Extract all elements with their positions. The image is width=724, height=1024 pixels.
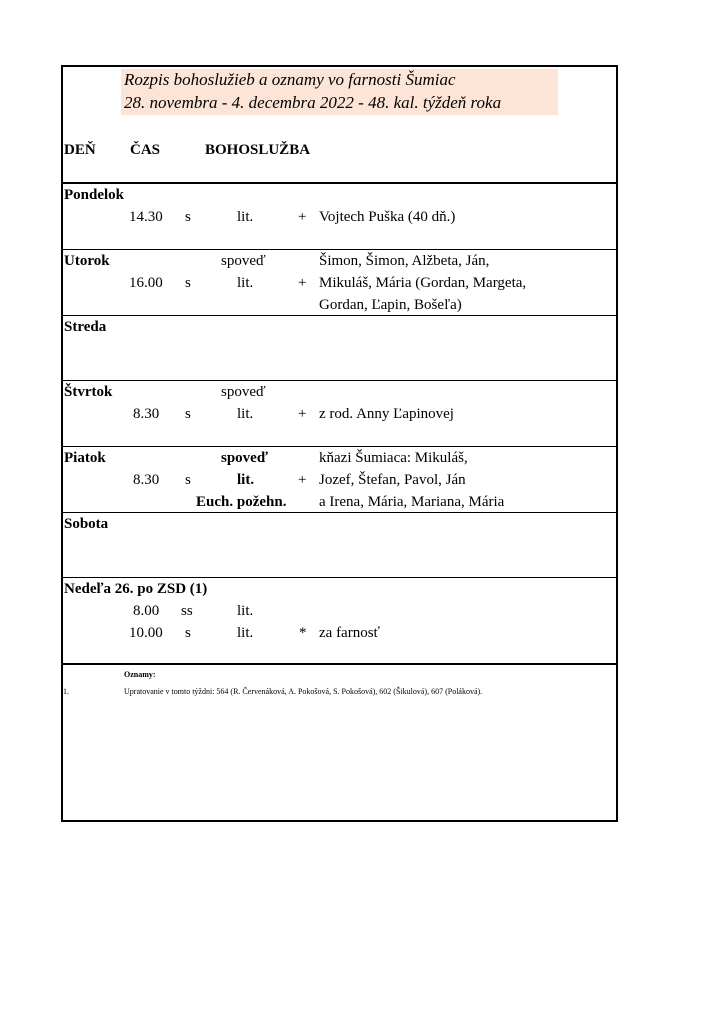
row-divider	[61, 380, 618, 381]
tuesday-time: 16.00	[129, 275, 163, 291]
thursday-confession: spoveď	[221, 384, 266, 400]
friday-mark: +	[298, 472, 307, 488]
friday-intention-3: a Irena, Mária, Mariana, Mária	[319, 494, 505, 510]
day-wednesday: Streda	[64, 319, 107, 335]
announcements-heading: Oznamy:	[124, 670, 156, 679]
tuesday-confession: spoveď	[221, 253, 266, 269]
thursday-lit: lit.	[237, 406, 254, 422]
sunday-lit-1: lit.	[237, 603, 254, 619]
row-divider	[61, 512, 618, 513]
tuesday-lit: lit.	[237, 275, 254, 291]
thursday-mark: +	[298, 406, 307, 422]
column-header-service: BOHOSLUŽBA	[205, 142, 311, 158]
friday-time: 8.30	[133, 472, 160, 488]
sunday-type-2: s	[185, 625, 191, 641]
sunday-type-1: ss	[181, 603, 193, 619]
thursday-intention: z rod. Anny Ľapinovej	[319, 406, 454, 422]
monday-lit: lit.	[237, 209, 254, 225]
row-divider	[61, 315, 618, 316]
friday-lit: lit.	[237, 472, 255, 488]
tuesday-mark: +	[298, 275, 307, 291]
monday-type: s	[185, 209, 191, 225]
tuesday-intention-3: Gordan, Ľapin, Bošeľa)	[319, 297, 462, 313]
day-thursday: Štvrtok	[64, 384, 113, 400]
friday-eucharistic-blessing: Euch. požehn.	[196, 494, 287, 510]
title-line-2: 28. novembra - 4. decembra 2022 - 48. kal. týždeň roka	[124, 93, 502, 112]
sunday-mark-2: *	[299, 625, 307, 641]
day-saturday: Sobota	[64, 516, 109, 532]
announcements-divider	[61, 663, 618, 665]
schedule-frame	[61, 65, 618, 822]
friday-confession: spoveď	[221, 450, 268, 466]
sunday-time-1: 8.00	[133, 603, 160, 619]
header-divider	[61, 182, 618, 184]
column-header-time: ČAS	[130, 142, 161, 158]
row-divider	[61, 249, 618, 250]
day-friday: Piatok	[64, 450, 106, 466]
announcement-text: Upratovanie v tomto týždni: 564 (R. Červenáková, A. Pokošová, S. Pokošová), 602 (Šikulová), 607 (Poláková).	[124, 687, 483, 696]
monday-mark: +	[298, 209, 307, 225]
friday-type: s	[185, 472, 191, 488]
day-tuesday: Utorok	[64, 253, 110, 269]
thursday-type: s	[185, 406, 191, 422]
column-header-day: DEŇ	[64, 142, 96, 158]
day-monday: Pondelok	[64, 187, 125, 203]
sunday-time-2: 10.00	[129, 625, 163, 641]
monday-intention: Vojtech Puška (40 dň.)	[319, 209, 456, 225]
friday-intention-1: kňazi Šumiaca: Mikuláš,	[319, 450, 468, 466]
tuesday-type: s	[185, 275, 191, 291]
friday-intention-2: Jozef, Štefan, Pavol, Ján	[319, 472, 466, 488]
tuesday-intention-2: Mikuláš, Mária (Gordan, Margeta,	[319, 275, 527, 291]
monday-time: 14.30	[129, 209, 163, 225]
sunday-lit-2: lit.	[237, 625, 254, 641]
row-divider	[61, 577, 618, 578]
thursday-time: 8.30	[133, 406, 160, 422]
row-divider	[61, 446, 618, 447]
tuesday-intention-1: Šimon, Šimon, Alžbeta, Ján,	[319, 253, 490, 269]
sunday-intention-2: za farnosť	[319, 625, 380, 641]
title-line-1: Rozpis bohoslužieb a oznamy vo farnosti Šumiac	[124, 70, 456, 89]
announcement-number: 1.	[63, 687, 69, 696]
day-sunday: Nedeľa 26. po ZSD (1)	[64, 581, 208, 597]
